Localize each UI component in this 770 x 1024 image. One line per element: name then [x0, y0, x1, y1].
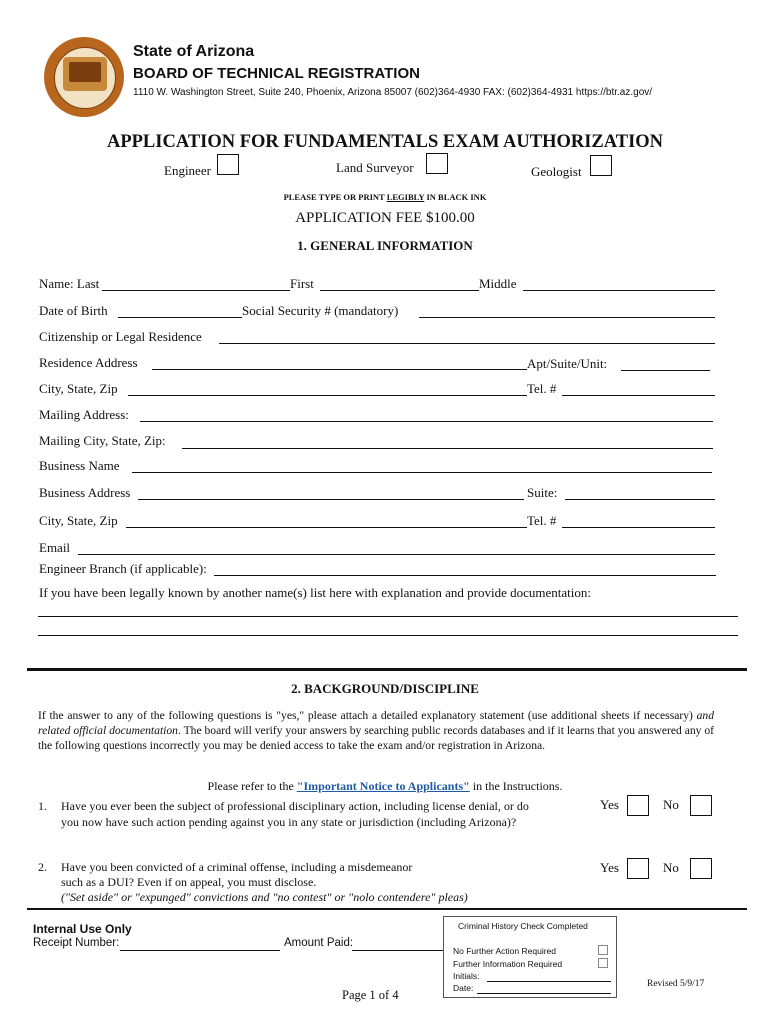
geologist-label: Geologist	[531, 164, 582, 179]
mailing-label: Mailing Address:	[39, 407, 129, 422]
further-info-label: Further Information Required	[453, 959, 563, 969]
box-title: Criminal History Check Completed	[458, 921, 588, 931]
suite-label: Suite:	[527, 485, 558, 500]
geologist-checkbox[interactable]	[590, 155, 612, 176]
important-notice-link[interactable]: "Important Notice to Applicants"	[296, 779, 470, 793]
name-last-input[interactable]	[102, 290, 290, 291]
q1-no-checkbox[interactable]	[690, 795, 712, 816]
internal-use-label: Internal Use Only	[33, 922, 132, 936]
name-middle-input[interactable]	[523, 290, 715, 291]
tel1-input[interactable]	[562, 395, 715, 396]
mailing-city-input[interactable]	[182, 448, 713, 449]
email-label: Email	[39, 540, 71, 555]
citizenship-input[interactable]	[219, 343, 715, 344]
branch-input[interactable]	[214, 575, 716, 576]
q1-yes-label: Yes	[600, 797, 619, 812]
further-info-checkbox[interactable]	[598, 958, 608, 968]
q2-yes-checkbox[interactable]	[627, 858, 649, 879]
amount-label: Amount Paid:	[284, 937, 354, 949]
question-2-line3: ("Set aside" or "expunged" convictions and "no contest" or "nolo contendere" pleas)	[61, 890, 468, 904]
email-input[interactable]	[78, 554, 715, 555]
mailing-city-label: Mailing City, State, Zip:	[39, 433, 166, 448]
section-divider	[27, 668, 747, 671]
q1-yes-checkbox[interactable]	[627, 795, 649, 816]
no-further-checkbox[interactable]	[598, 945, 608, 955]
name-first-input[interactable]	[320, 290, 479, 291]
engineer-checkbox[interactable]	[217, 154, 239, 175]
apt-label: Apt/Suite/Unit:	[527, 356, 608, 371]
q2-yes-label: Yes	[600, 860, 619, 875]
residence-label: Residence Address	[39, 355, 138, 370]
engineer-label: Engineer	[164, 163, 211, 178]
branch-label: Engineer Branch (if applicable):	[39, 561, 207, 576]
name-last-label: Name: Last	[39, 276, 100, 291]
business-address-label: Business Address	[39, 485, 131, 500]
other-names-label: If you have been legally known by another name(s) list here with explanation and provide documentation:	[39, 585, 591, 600]
state-seal	[44, 37, 124, 117]
q2-no-checkbox[interactable]	[690, 858, 712, 879]
form-title: APPLICATION FOR FUNDAMENTALS EXAM AUTHORIZATION	[106, 132, 664, 152]
section1-heading: 1. GENERAL INFORMATION	[297, 238, 473, 253]
dob-label: Date of Birth	[39, 303, 108, 318]
footer-divider	[27, 908, 747, 910]
ink-instruction: PLEASE TYPE OR PRINT LEGIBLY IN BLACK INK	[283, 192, 487, 202]
state-name: State of Arizona	[133, 43, 255, 60]
tel2-label: Tel. #	[527, 513, 557, 528]
ssn-input[interactable]	[419, 317, 715, 318]
board-address: 1110 W. Washington Street, Suite 240, Phoenix, Arizona 85007 (602)364-4930 FAX: (602)364-4931 https://btr.az.gov/	[133, 87, 653, 98]
application-fee: APPLICATION FEE $100.00	[295, 210, 475, 226]
business-address-input[interactable]	[138, 499, 524, 500]
tel2-input[interactable]	[562, 527, 715, 528]
initials-input[interactable]	[487, 981, 611, 982]
citizenship-label: Citizenship or Legal Residence	[39, 329, 202, 344]
amount-input[interactable]	[352, 950, 444, 951]
background-instructions: If the answer to any of the following questions is "yes," please attach a detailed explanatory statement (use additional sheets if necessary) and related official documentation. The board will verify your answers by searching public records databases and if it learns that you answered any of the following questions incorrectly you may be denied access to take the exam and/or registration in Arizona.	[38, 709, 714, 753]
business-name-input[interactable]	[132, 472, 712, 473]
ssn-label: Social Security # (mandatory)	[242, 303, 399, 318]
receipt-label: Receipt Number:	[33, 937, 120, 949]
dob-input[interactable]	[118, 317, 242, 318]
criminal-history-box	[443, 916, 617, 998]
apt-input[interactable]	[621, 370, 710, 371]
initials-label: Initials:	[453, 971, 480, 981]
board-name: BOARD OF TECHNICAL REGISTRATION	[133, 65, 420, 82]
question-2-line2: such as a DUI? Even if on appeal, you must disclose.	[61, 875, 317, 889]
question-2-number: 2.	[38, 860, 47, 874]
refer-notice: Please refer to the "Important Notice to Applicants" in the Instructions.	[207, 779, 563, 793]
page-number: Page 1 of 4	[342, 988, 399, 1002]
mailing-input[interactable]	[140, 421, 713, 422]
other-names-input-1[interactable]	[38, 616, 738, 617]
city1-label: City, State, Zip	[39, 381, 118, 396]
date-input[interactable]	[477, 993, 611, 994]
no-further-label: No Further Action Required	[453, 946, 556, 956]
date-label: Date:	[453, 983, 474, 993]
surveyor-label: Land Surveyor	[336, 160, 414, 175]
other-names-input-2[interactable]	[38, 635, 738, 636]
name-middle-label: Middle	[479, 276, 517, 291]
name-first-label: First	[290, 276, 314, 291]
surveyor-checkbox[interactable]	[426, 153, 448, 174]
suite-input[interactable]	[565, 499, 715, 500]
question-2-line1: Have you been convicted of a criminal offense, including a misdemeanor	[61, 860, 413, 874]
revised-date: Revised 5/9/17	[647, 979, 705, 989]
q1-no-label: No	[663, 797, 679, 812]
city1-input[interactable]	[128, 395, 527, 396]
section2-heading: 2. BACKGROUND/DISCIPLINE	[291, 681, 479, 696]
q2-no-label: No	[663, 860, 679, 875]
business-name-label: Business Name	[39, 458, 120, 473]
city2-label: City, State, Zip	[39, 513, 118, 528]
question-1-text: Have you ever been the subject of professional disciplinary action, including license denial, or do you now have such action pending against you in any state or jurisdiction (including Arizona)?	[61, 799, 529, 829]
question-1-number: 1.	[38, 799, 47, 813]
receipt-input[interactable]	[120, 950, 280, 951]
city2-input[interactable]	[126, 527, 527, 528]
residence-input[interactable]	[152, 369, 527, 370]
tel1-label: Tel. #	[527, 381, 557, 396]
